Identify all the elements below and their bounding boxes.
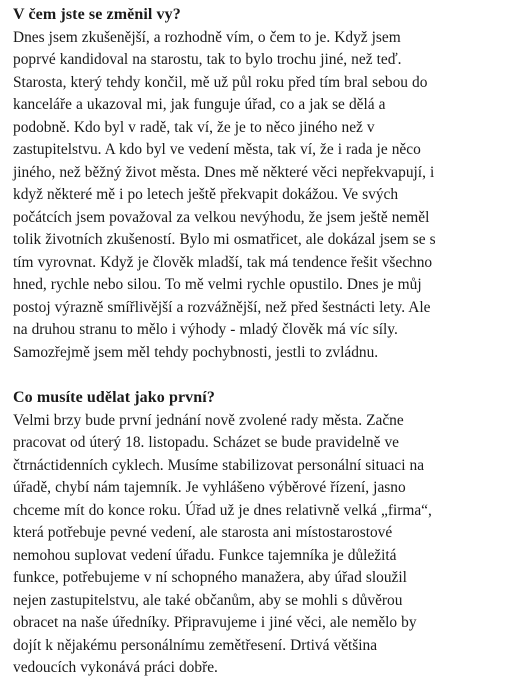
section-heading: V čem jste se změnil vy? (13, 6, 181, 23)
section-paragraph: Dnes jsem zkušenější, a rozhodně vím, o čem to je. Když jsem poprvé kandidoval na starostu, tak to bylo trochu jiné, než teď. Starosta, který tehdy končil, mě už půl roku před tím bral sebou do kanceláře a ukazoval mi, jak funguje úřad, co a jak se dělá a podobně. Kdo byl v radě, tak ví, že je to něco jiného než v zastupitelstvu. A kdo byl ve vedení města, tak ví, že i rada je něco jiného, než běžný život města. Dnes mě některé věci nepřekvapují, i když některé mě i po letech ještě překvapit dokážou. Ve svých počátcích jsem považoval za velkou nevýhodu, že jsem ještě neměl tolik životních zkušeností. Bylo mi osmatřicet, ale dokázal jsem se s tím vyrovnat. Když je člověk mladší, tak má tendence řešit všechno hned, rychle nebo silou. To mě velmi rychle opustilo. Dnes je můj postoj výrazně smířlivější a rozvážnější, než před šestnácti lety. Ale na druhou stranu to mělo i výhody - mladý člověk má víc síly. Samozřejmě jsem měl tehdy pochybnosti, jestli to zvládnu. (13, 28, 436, 361)
article (13, 4, 503, 680)
article-section-first-steps (13, 387, 503, 680)
section-heading: Co musíte udělat jako první? (13, 389, 215, 406)
section-paragraph: Velmi brzy bude první jednání nově zvolené rady města. Začne pracovat od úterý 18. listopadu. Scházet se bude pravidelně ve čtrnáctidenních cyklech. Musíme stabilizovat personální situaci na úřadě, chybí nám tajemník. Je vyhlášeno výběrové řízení, jasno chceme mít do konce roku. Úřad už je dnes relativně velká „firma“, která potřebuje pevné vedení, ale starosta ani místostarostové nemohou suplovat vedení úřadu. Funkce tajemníka je důležitá funkce, potřebujeme v ní schopného manažera, aby úřad sloužil nejen zastupitelstvu, ale také občanům, aby se mohli s důvěrou obracet na naše úředníky. Připravujeme i jiné věci, ale nemělo by dojít k nějakému personálnímu zemětřesení. Drtivá většina vedoucích vykonává práci dobře. (13, 411, 432, 676)
article-section-change (13, 4, 503, 364)
